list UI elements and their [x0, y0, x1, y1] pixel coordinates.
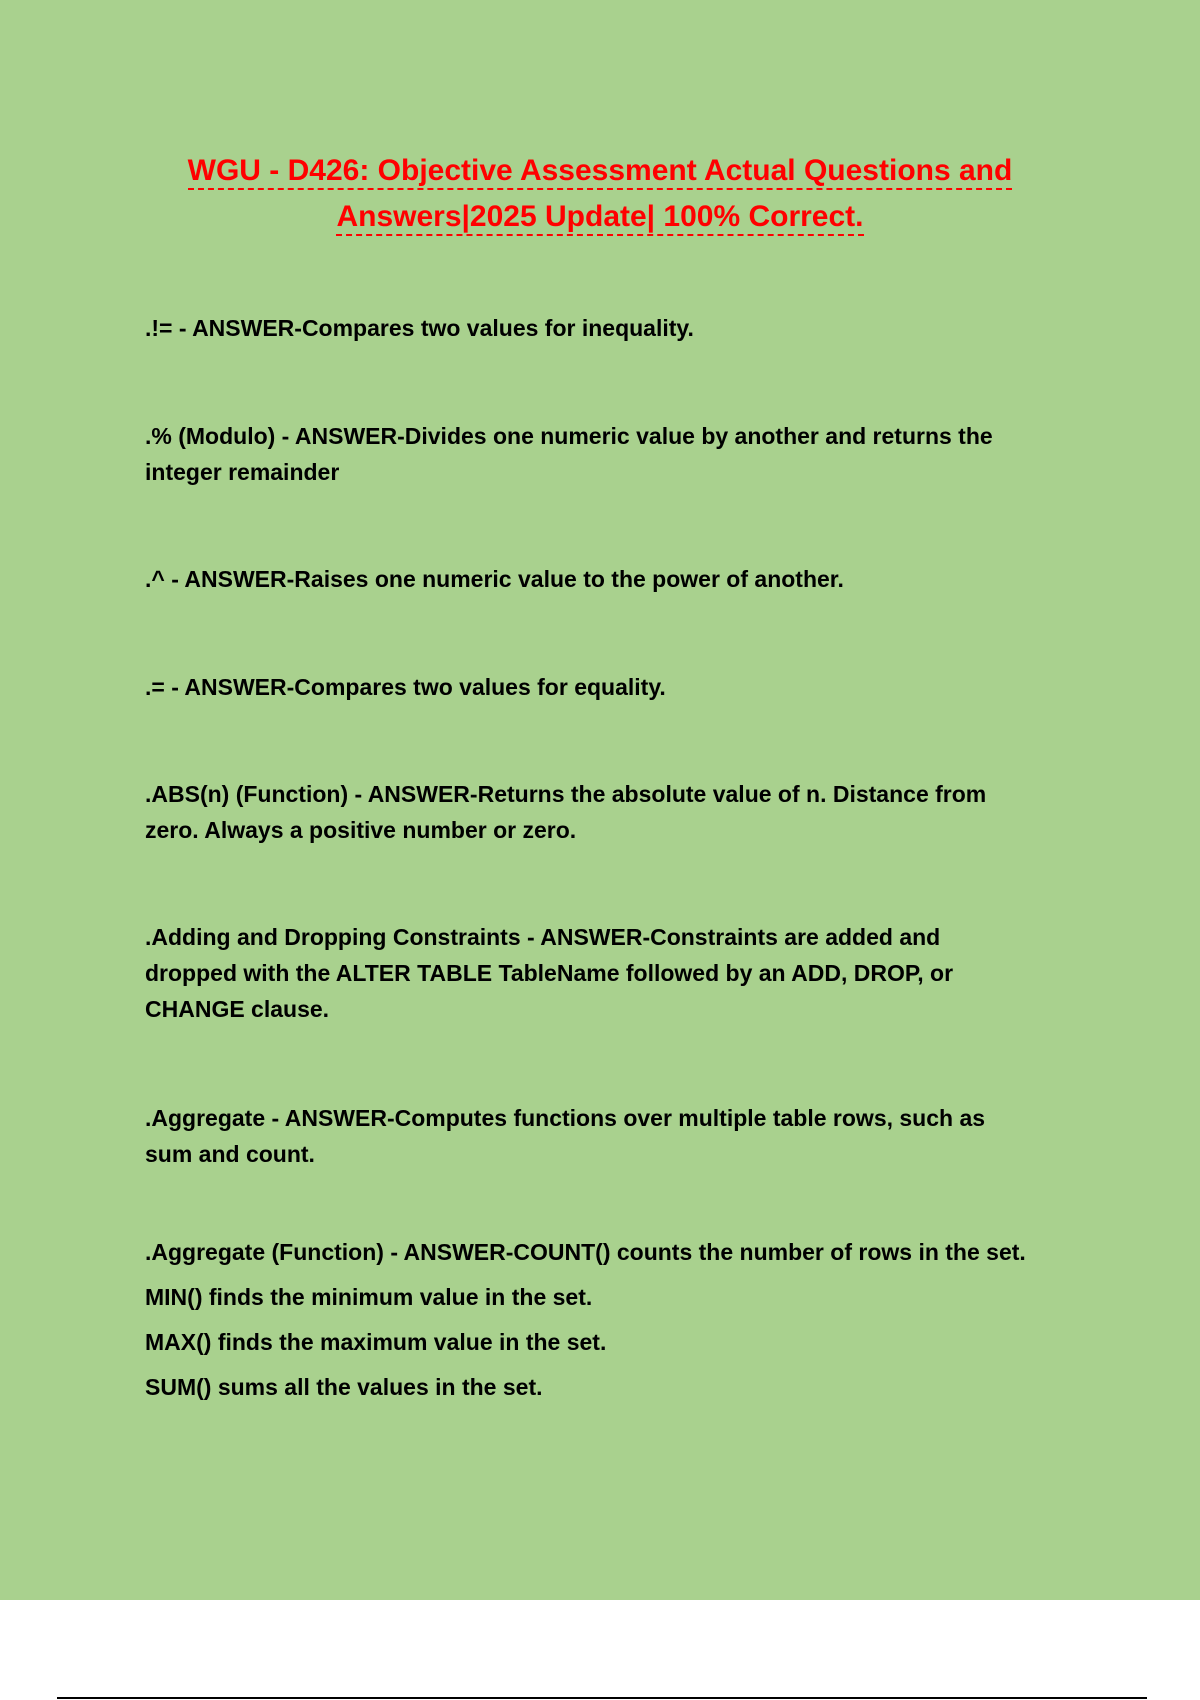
- qa-entry-constraints: [145, 919, 1095, 1027]
- qa-entry-aggregate-function: [145, 1234, 1095, 1414]
- title-line-1: WGU - D426: Objective Assessment Actual Questions and: [0, 148, 1200, 194]
- qa-entry-abs: [145, 776, 1095, 848]
- entry-line: sum and count.: [145, 1141, 315, 1167]
- title-line-2: Answers|2025 Update| 100% Correct.: [0, 194, 1200, 240]
- document-title: [0, 148, 1200, 240]
- entry-line: zero. Always a positive number or zero.: [145, 817, 577, 843]
- entry-line: MIN() finds the minimum value in the set.: [145, 1284, 593, 1310]
- qa-entry-not-equal: [145, 310, 1095, 346]
- qa-entry-modulo: [145, 418, 1095, 490]
- entry-line: CHANGE clause.: [145, 996, 330, 1022]
- entry-line: .ABS(n) (Function) - ANSWER-Returns the absolute value of n. Distance from: [145, 781, 987, 807]
- entry-line: .Aggregate (Function) - ANSWER-COUNT() counts the number of rows in the set.: [145, 1239, 1026, 1265]
- entry-line: SUM() sums all the values in the set.: [145, 1374, 543, 1400]
- qa-entry-aggregate: [145, 1100, 1095, 1172]
- entry-line: .^ - ANSWER-Raises one numeric value to the power of another.: [145, 566, 844, 592]
- entry-line: dropped with the ALTER TABLE TableName followed by an ADD, DROP, or: [145, 960, 954, 986]
- entry-line: .Aggregate - ANSWER-Computes functions over multiple table rows, such as: [145, 1105, 986, 1131]
- qa-entry-equal: [145, 669, 1095, 705]
- entry-line: integer remainder: [145, 459, 340, 485]
- entry-line: .Adding and Dropping Constraints - ANSWER-Constraints are added and: [145, 924, 941, 950]
- entry-line: MAX() finds the maximum value in the set.: [145, 1329, 607, 1355]
- footer-rule: [57, 1697, 1147, 1699]
- entry-line: .!= - ANSWER-Compares two values for inequality.: [145, 315, 694, 341]
- entry-line: .% (Modulo) - ANSWER-Divides one numeric value by another and returns the: [145, 423, 993, 449]
- entry-line: .= - ANSWER-Compares two values for equality.: [145, 674, 666, 700]
- qa-entry-power: [145, 561, 1095, 597]
